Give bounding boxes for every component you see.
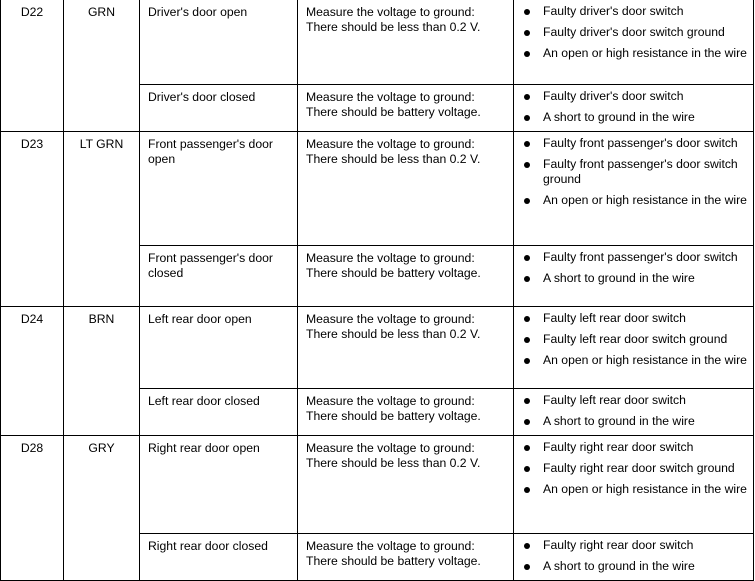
pin-cell: D23 — [1, 132, 64, 307]
condition-cell: Driver's door closed — [140, 85, 298, 132]
bullet-icon — [524, 51, 530, 57]
list-item: Faulty front passenger's door switch — [520, 136, 747, 151]
test-expectation: There should be less than 0.2 V. — [306, 456, 481, 470]
list-item: Faulty right rear door switch — [520, 538, 747, 553]
test-cell — [298, 534, 514, 581]
test-cell — [298, 85, 514, 132]
test-cell — [298, 389, 514, 436]
pin-cell: D28 — [1, 436, 64, 581]
bullet-icon — [524, 30, 530, 36]
bullet-icon — [524, 94, 530, 100]
test-cell — [298, 132, 514, 246]
test-expectation: There should be less than 0.2 V. — [306, 327, 481, 341]
test-instruction: Measure the voltage to ground: — [306, 312, 475, 326]
table-row — [1, 132, 754, 246]
test-instruction: Measure the voltage to ground: — [306, 5, 475, 19]
test-instruction: Measure the voltage to ground: — [306, 251, 475, 265]
list-item: An open or high resistance in the wire — [520, 353, 747, 368]
wire-color-cell: BRN — [64, 307, 140, 436]
bullet-icon — [524, 9, 530, 15]
bullet-icon — [524, 337, 530, 343]
pin-cell: D22 — [1, 0, 64, 132]
bullet-icon — [524, 198, 530, 204]
bullet-icon — [524, 162, 530, 168]
possible-causes-cell — [514, 436, 754, 534]
bullet-icon — [524, 276, 530, 282]
possible-causes-cell — [514, 0, 754, 85]
bullet-icon — [524, 466, 530, 472]
wire-color-cell: GRN — [64, 0, 140, 132]
condition-cell: Front passenger's door open — [140, 132, 298, 246]
test-expectation: There should be battery voltage. — [306, 554, 481, 568]
list-item: Faulty driver's door switch — [520, 89, 747, 104]
bullet-icon — [524, 316, 530, 322]
table-row — [1, 436, 754, 534]
test-expectation: There should be battery voltage. — [306, 105, 481, 119]
test-instruction: Measure the voltage to ground: — [306, 137, 475, 151]
possible-causes-cell — [514, 534, 754, 581]
list-item: Faulty driver's door switch ground — [520, 25, 747, 40]
wire-color-cell: LT GRN — [64, 132, 140, 307]
list-item: A short to ground in the wire — [520, 271, 747, 286]
list-item: Faulty right rear door switch — [520, 440, 747, 455]
list-item: A short to ground in the wire — [520, 559, 747, 574]
bullet-icon — [524, 398, 530, 404]
list-item: An open or high resistance in the wire — [520, 193, 747, 208]
test-cell — [298, 0, 514, 85]
bullet-icon — [524, 564, 530, 570]
list-item: Faulty left rear door switch ground — [520, 332, 747, 347]
bullet-icon — [524, 141, 530, 147]
test-expectation: There should be less than 0.2 V. — [306, 152, 481, 166]
possible-causes-cell — [514, 307, 754, 389]
test-cell — [298, 307, 514, 389]
test-expectation: There should be battery voltage. — [306, 266, 481, 280]
list-item: Faulty left rear door switch — [520, 393, 747, 408]
bullet-icon — [524, 445, 530, 451]
bullet-icon — [524, 358, 530, 364]
list-item: An open or high resistance in the wire — [520, 482, 747, 497]
condition-cell: Front passenger's door closed — [140, 246, 298, 307]
bullet-icon — [524, 115, 530, 121]
list-item: A short to ground in the wire — [520, 414, 747, 429]
list-item: An open or high resistance in the wire — [520, 46, 747, 61]
list-item: Faulty left rear door switch — [520, 311, 747, 326]
possible-causes-cell — [514, 132, 754, 246]
condition-cell: Driver's door open — [140, 0, 298, 85]
possible-causes-cell — [514, 85, 754, 132]
list-item: Faulty front passenger's door switch ground — [520, 157, 747, 187]
bullet-icon — [524, 255, 530, 261]
test-expectation: There should be less than 0.2 V. — [306, 20, 481, 34]
test-expectation: There should be battery voltage. — [306, 409, 481, 423]
bullet-icon — [524, 487, 530, 493]
list-item: Faulty front passenger's door switch — [520, 250, 747, 265]
test-instruction: Measure the voltage to ground: — [306, 441, 475, 455]
test-instruction: Measure the voltage to ground: — [306, 394, 475, 408]
table-row — [1, 307, 754, 389]
wire-color-cell: GRY — [64, 436, 140, 581]
list-item: A short to ground in the wire — [520, 110, 747, 125]
list-item: Faulty driver's door switch — [520, 4, 747, 19]
test-cell — [298, 246, 514, 307]
possible-causes-cell — [514, 389, 754, 436]
table-row — [1, 0, 754, 85]
condition-cell: Left rear door open — [140, 307, 298, 389]
bullet-icon — [524, 419, 530, 425]
possible-causes-cell — [514, 246, 754, 307]
test-cell — [298, 436, 514, 534]
test-instruction: Measure the voltage to ground: — [306, 90, 475, 104]
condition-cell: Right rear door open — [140, 436, 298, 534]
condition-cell: Left rear door closed — [140, 389, 298, 436]
pin-cell: D24 — [1, 307, 64, 436]
bullet-icon — [524, 543, 530, 549]
list-item: Faulty right rear door switch ground — [520, 461, 747, 476]
condition-cell: Right rear door closed — [140, 534, 298, 581]
test-instruction: Measure the voltage to ground: — [306, 539, 475, 553]
